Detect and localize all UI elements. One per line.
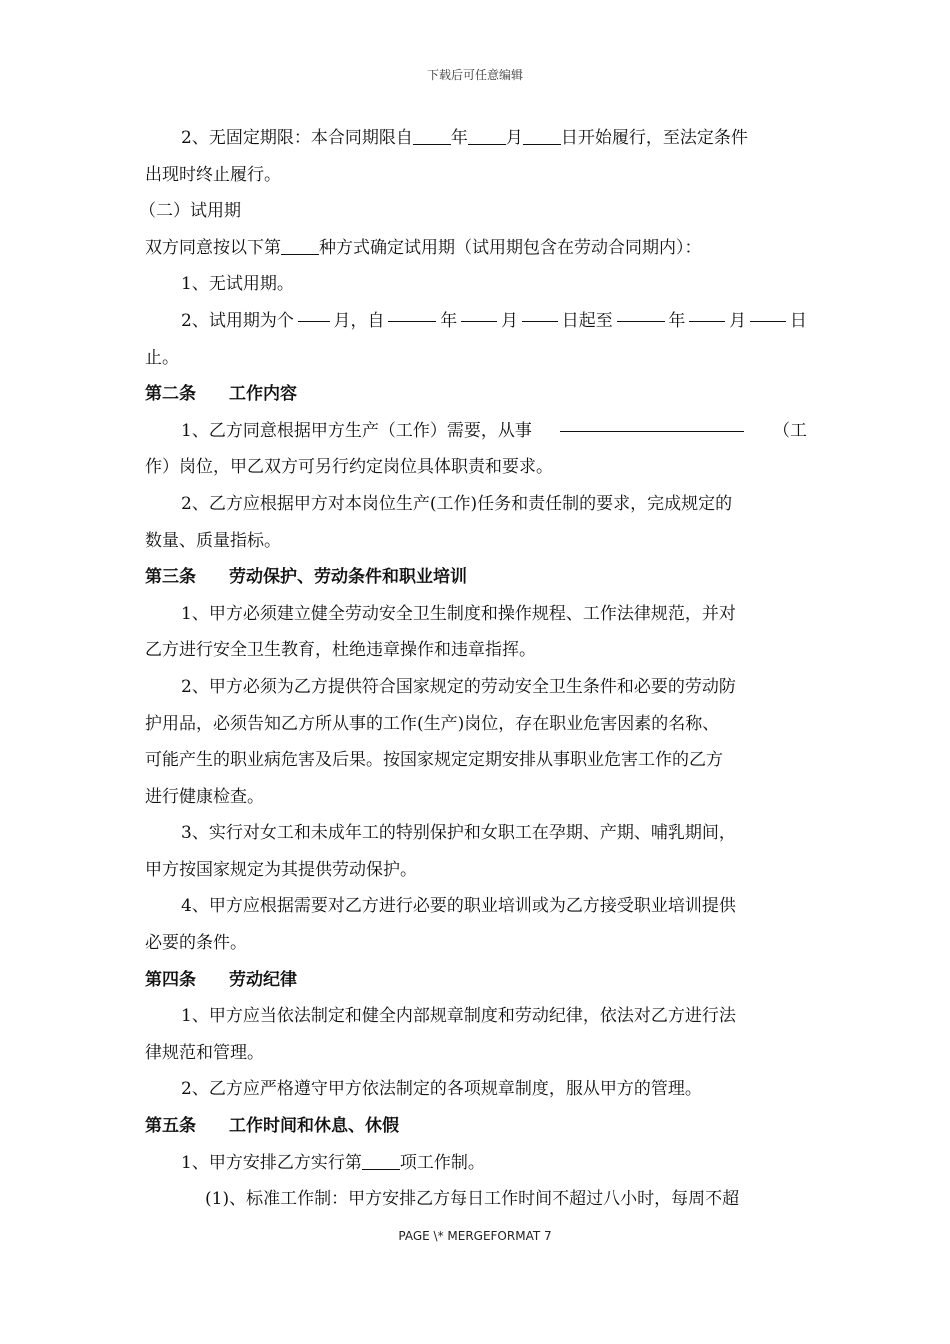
blank-end-year — [617, 303, 665, 322]
blank-months — [298, 303, 330, 322]
article-4-heading: 第四条 劳动纪律 — [145, 969, 297, 990]
blank-end-day — [750, 303, 786, 322]
article-3-p1-line-2: 乙方进行安全卫生教育，杜绝违章操作和违章指挥。 — [145, 640, 536, 661]
article-3-p2-line-1: 2、甲方必须为乙方提供符合国家规定的劳动安全卫生条件和必要的劳动防 — [181, 676, 736, 697]
text-run: 2、无固定期限：本合同期限自 年 月 日开始履行，至法定条件 — [181, 128, 748, 148]
term-paragraph-line-1 — [145, 120, 807, 157]
article-5-heading: 第五条 工作时间和休息、休假 — [145, 1116, 399, 1137]
article-3-p3-line-1: 3、实行对女工和未成年工的特别保护和女职工在孕期、产期、哺乳期间， — [181, 823, 736, 844]
article-5-p2: (1)、标准工作制：甲方安排乙方每日工作时间不超过八小时，每周不超 — [205, 1189, 740, 1210]
blank-option — [281, 236, 319, 255]
article-3-p2-line-2: 护用品，必须告知乙方所从事的工作(生产)岗位，存在职业危害因素的名称、 — [145, 713, 720, 734]
blank-year — [413, 126, 451, 145]
blank-position — [560, 413, 744, 432]
blank-end-month — [689, 303, 725, 322]
article-2-p1-line-1: 1、乙方同意根据甲方生产（工作）需要，从事 （工 — [145, 413, 807, 450]
term-paragraph-line-2: 出现时终止履行。 — [145, 164, 281, 185]
article-4-p1-line-2: 律规范和管理。 — [145, 1042, 264, 1063]
article-2-p2-line-1: 2、乙方应根据甲方对本岗位生产(工作)任务和责任制的要求，完成规定的 — [181, 493, 733, 514]
article-4-p1-line-1: 1、甲方应当依法制定和健全内部规章制度和劳动纪律，依法对乙方进行法 — [181, 1006, 736, 1027]
article-2-p2-line-2: 数量、质量指标。 — [145, 530, 281, 551]
probation-option-1: 1、无试用期。 — [181, 274, 294, 295]
blank-start-day — [522, 303, 558, 322]
article-3-p2-line-3: 可能产生的职业病危害及后果。按国家规定定期安排从事职业危害工作的乙方 — [145, 750, 723, 771]
blank-start-month — [461, 303, 497, 322]
article-3-p3-line-2: 甲方按国家规定为其提供劳动保护。 — [145, 859, 417, 880]
article-2-p1-line-2: 作）岗位，甲乙双方可另行约定岗位具体职责和要求。 — [145, 457, 553, 478]
article-2-heading: 第二条 工作内容 — [145, 384, 297, 405]
article-3-p1-line-1: 1、甲方必须建立健全劳动安全卫生制度和操作规程、工作法律规范，并对 — [181, 603, 736, 624]
article-3-heading: 第三条 劳动保护、劳动条件和职业培训 — [145, 567, 467, 588]
blank-start-year — [388, 303, 436, 322]
document-body — [139, 120, 807, 1218]
article-4-p2: 2、乙方应严格遵守甲方依法制定的各项规章制度，服从甲方的管理。 — [181, 1079, 702, 1100]
page-footer: PAGE \* MERGEFORMAT 7 — [398, 1229, 552, 1243]
blank-day — [523, 126, 561, 145]
blank-work-system — [362, 1151, 400, 1170]
blank-month — [468, 126, 506, 145]
article-3-p2-line-4: 进行健康检查。 — [145, 786, 264, 807]
probation-intro: 双方同意按以下第 种方式确定试用期（试用期包含在劳动合同期内）： — [145, 237, 702, 258]
page-header: 下载后可任意编辑 — [426, 68, 523, 82]
article-3-p4-line-1: 4、甲方应根据需要对乙方进行必要的职业培训或为乙方接受职业培训提供 — [181, 896, 736, 917]
probation-option-2: 2、试用期为个 月，自 年 月 日起至 年 月 日 — [145, 303, 807, 340]
article-3-p4-line-2: 必要的条件。 — [145, 933, 247, 954]
article-5-p1: 1、甲方安排乙方实行第 项工作制。 — [181, 1152, 485, 1173]
probation-option-2-tail: 止。 — [145, 347, 179, 368]
probation-title: （二）试用期 — [139, 201, 241, 222]
